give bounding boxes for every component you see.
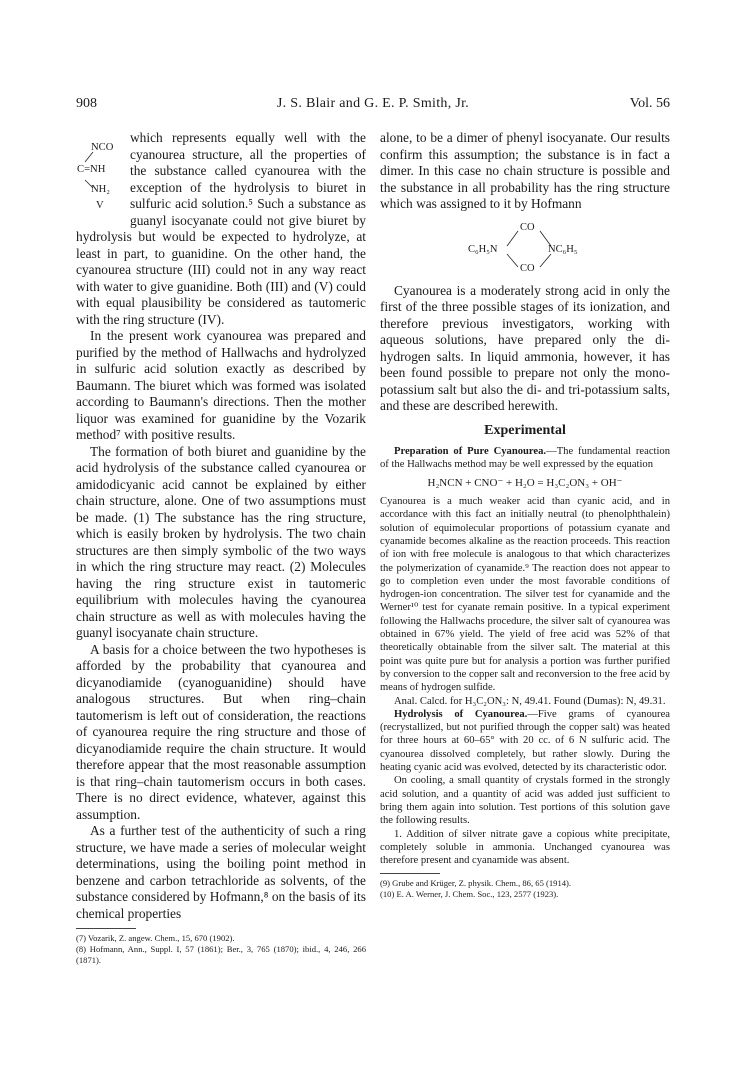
footnote-10: (10) E. A. Werner, J. Chem. Soc., 123, 2577 (1923). [380, 889, 559, 900]
footnote-9: (9) Grube and Krüger, Z. physik. Chem., 86, 65 (1914). [380, 878, 572, 889]
paragraph-dimer: alone, to be a dimer of phenyl isocyanate. Our results confirm this assumption; the substance is in fact a dimer. In this case no chain structure is possible and the substance in all probability has the ring structure which was assigned to it by Hofmann [380, 130, 670, 211]
paragraph-formation: The formation of both biuret and guanidine by the acid hydrolysis of the substance called cyanourea or amidodicyanic acid cannot be explained by either chain structure, alone. One of two assumptions must be made. (1) The substance has the ring structure, which is easily broken by hydrolysis. The two chain structures are then simply symbolic of the two ways in which the ring structure may react. (2) Molecules having the ring structure exist in tautomeric equilibrium with molecules having the cyanourea chain structure as well as with molecules having the guanyl isocyanate chain structure. [76, 443, 366, 640]
preparation-text: —The fundamental reaction of the Hallwachs method may be well expressed by the equation [380, 446, 670, 471]
running-header [76, 96, 670, 116]
footnote-7: (7) Vozarik, Z. angew. Chem., 15, 670 (1902). [76, 933, 235, 943]
page-number: 908 [76, 96, 97, 111]
structure-label: V [96, 200, 104, 211]
paragraph-preparation [380, 445, 670, 472]
footnote-8: (8) Hofmann, Ann., Suppl. I, 57 (1861); Ber., 3, 765 (1870); ibid., 4, 246, 266 (1871). [76, 944, 366, 965]
paragraph-hypotheses: A basis for a choice between the two hypotheses is afforded by the probability that cyanourea and dicyanodiamide (cyanoguanidine) should have analogous structures. But when ring–chain tautomerism is left out of consideration, the reactions of cyanourea require the ring structure and those of dicyanodiamide require the chain structure. It would therefore appear that the most reasonable assumption is that ring–chain tautomerism occurs in both cases. There is no direct evidence, whatever, against this assumption. [76, 641, 366, 822]
hydrolysis-text: —Five grams of cyanourea (recrystallized, but not purified through the copper salt) was heated for three hours at 60–65° with 20 cc. of 6 N sulfuric acid. The cyanourea dissolved completely, but rather slowly. During the heating cyanic acid was evolved, detected by its characteristic odor. [380, 708, 670, 774]
right-column [380, 130, 670, 900]
ring-right-n: NC₆H₅ [548, 243, 578, 255]
structure-v-figure [76, 132, 124, 218]
paragraph-weaker-acid: Cyanourea is a much weaker acid than cyanic acid, and in accordance with this fact an initially neutral (to phenolphthalein) solution of equimolecular proportions of potassium cyanate and cyanamide becomes alkaline as the reaction proceeds. This reaction of ion with free molecule is analogous to that which characterizes the polymerization of cyanamide.⁹ The reaction does not appear to go to completion even under the most favorable conditions of hydrogen-ion concentration. The silver test for cyanamide and the Werner¹⁰ test for cyanate remain positive. In a typical experiment following the Hallwachs procedure, the silver salt of cyanourea was obtained in 67% yield. The yield of free acid was 52% of that theoretically obtainable from the silver salt. The material at this point was quite pure but for analysis a portion was further purified by conversion to the copper salt and reconversion to the free acid by means of hydrogen sulfide. [380, 496, 670, 694]
paragraph-acid-strength: Cyanourea is a moderately strong acid in only the first of the three possible stages of its ionization, and therefore previous investigators, working with aqueous solutions, have prepared only the di-hydrogen salts. In liquid ammonia, however, it has been found possible to prepare not only the mono-potassium salt but also the di- and tri-potassium salts, and these are described herewith. [380, 282, 670, 413]
paragraph-hydrolysis [380, 708, 670, 774]
volume-label: Vol. 56 [629, 96, 670, 111]
ring-co-bottom: CO [520, 262, 535, 274]
structure-nh2: NH₂ [91, 184, 110, 195]
structure-cnh: C=NH [77, 164, 106, 175]
section-heading: Experimental [484, 422, 566, 438]
hydrolysis-title: Hydrolysis of Cyanourea. [394, 708, 528, 720]
paragraph-analysis: Anal. Calcd. for H₃C₂ON₃: N, 49.41. Found (Dumas): N, 49.31. [394, 695, 666, 707]
ring-co-top: CO [520, 221, 535, 233]
paragraph-present-work: In the present work cyanourea was prepared and purified by the method of Hallwachs and hydrolyzed in sulfuric acid solution exactly as described by Baumann. The biuret which was formed was isolated according to Baumann's directions. Then the mother liquor was examined for guanidine by the Vozarik method⁷ with positive results. [76, 328, 366, 442]
footnote-separator-right [380, 873, 440, 874]
structure-nco: NCO [91, 142, 114, 153]
paragraph-intro-text: which represents equally well with the cyanourea structure, all the properties of the substance called cyanourea with the exception of the hydrolysis to biuret in sulfuric acid solution.⁵ Such a substance as guanyl isocyanate could not give biuret by hydrolysis but would be expected to hydrolyze, at least in part, to guanidine. On the other hand, the cyanourea structure (III) could not in any way react with water to give guanidine. Both (III) and (V) could with equal plausibility be considered as tautomeric with the ring structure (IV). [76, 130, 366, 327]
ring-structure-figure [380, 217, 670, 277]
paragraph-intro [76, 130, 366, 328]
ring-left-n: C₆H₅N [468, 243, 498, 255]
paragraph-test-1: 1. Addition of silver nitrate gave a copious white precipitate, completely soluble in ammonia. Unchanged cyanourea was therefore present and cyanamide was absent. [380, 828, 670, 867]
preparation-title: Preparation of Pure Cyanourea. [394, 446, 547, 457]
paragraph-cooling: On cooling, a small quantity of crystals formed in the strongly acid solution, and a quantity of acid was added just sufficient to bring them again into solution. Test portions of this solution gave the following results. [380, 775, 670, 827]
left-column [76, 130, 366, 966]
reaction-equation: H₂NCN + CNO⁻ + H₂O = H₃C₂ON₃ + OH⁻ [427, 476, 623, 489]
running-title: J. S. Blair and G. E. P. Smith, Jr. [276, 96, 470, 111]
footnote-separator [76, 928, 136, 929]
paragraph-further-test: As a further test of the authenticity of such a ring structure, we have made a series of molecular weight determinations, using the boiling point method in benzene and carbon tetrachloride as solvents, of the substance considered by Hofmann,⁸ on the basis of its chemical properties [76, 823, 366, 921]
